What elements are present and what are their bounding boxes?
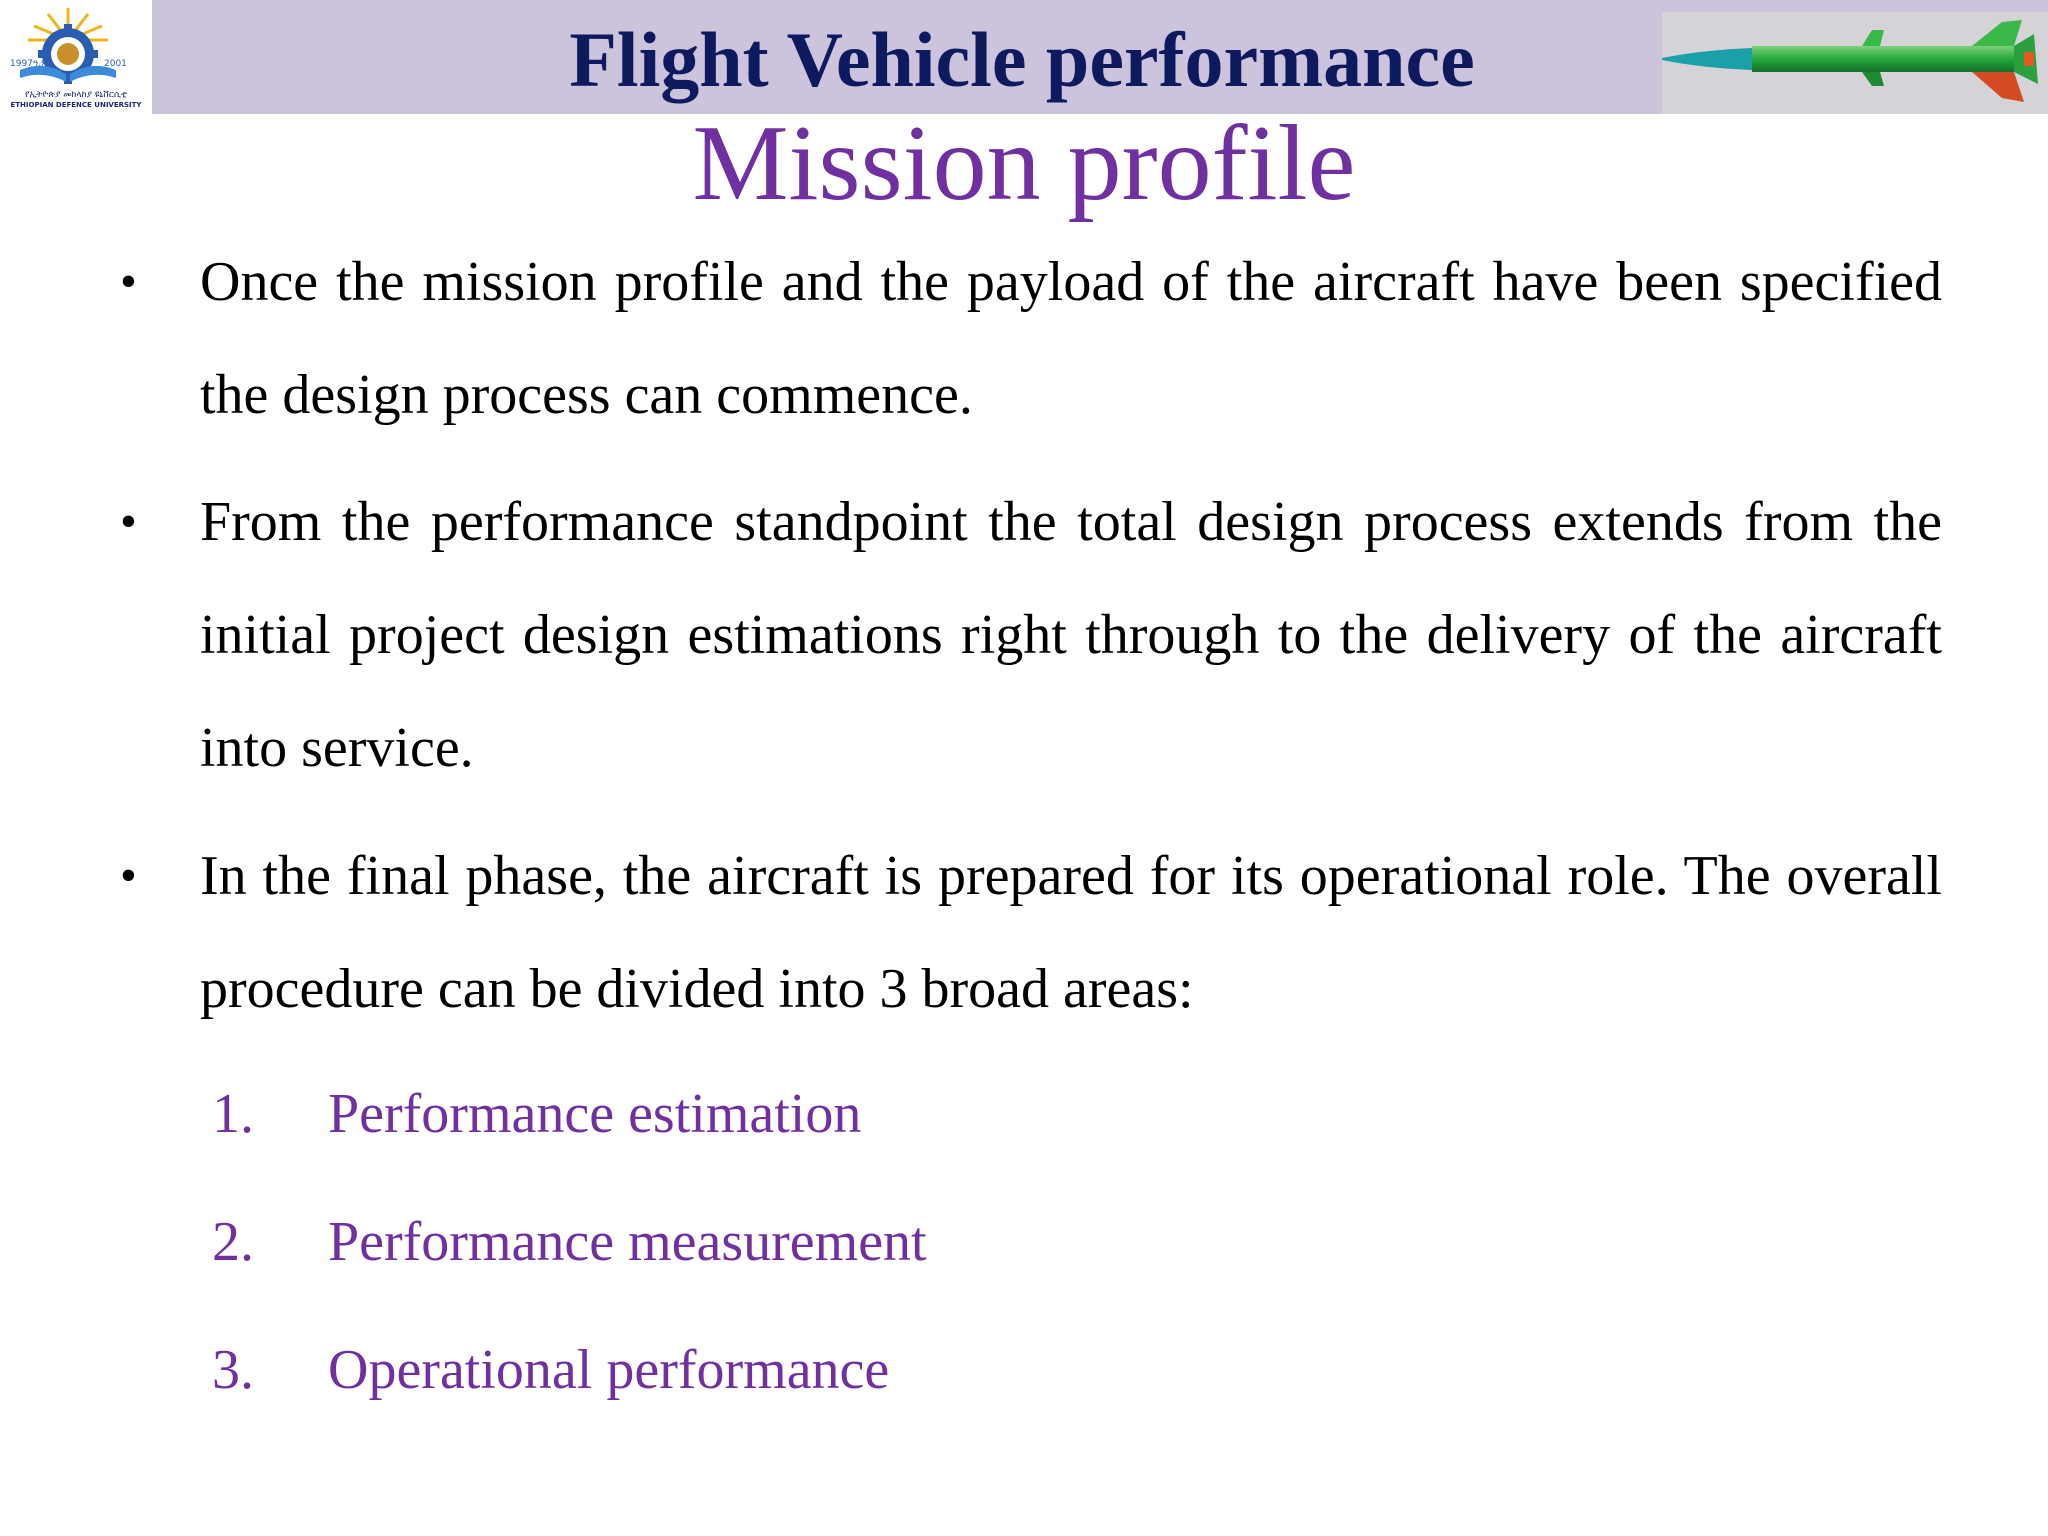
university-logo [0, 0, 152, 114]
list-number: 3. [212, 1339, 254, 1401]
bullet-marker: • [120, 849, 137, 902]
svg-text:2001: 2001 [104, 59, 127, 69]
list-item: Operational performance [328, 1339, 890, 1401]
list-item: Performance measurement [328, 1211, 927, 1273]
svg-text:1997ዓ.ም: 1997ዓ.ም [10, 59, 50, 69]
header-title: Flight Vehicle performance [569, 16, 1475, 103]
bullet-paragraph: In the final phase, the aircraft is prepared for its operational role. The overall procedure can be divided into 3 broad areas: [200, 845, 1942, 1020]
bullet-paragraph: From the performance standpoint the total design process extends from the initial project design estimations right through to the delivery of the aircraft into service. [200, 491, 1942, 779]
logo-emblem-icon [0, 0, 152, 114]
list-number: 2. [212, 1211, 254, 1273]
bullet-marker: • [120, 495, 137, 548]
bullet-paragraph: Once the mission profile and the payload of the aircraft have been specified the design process can commence. [200, 251, 1942, 426]
svg-text:የኢትዮጵያ መከላከያ ዩኒቨርሲቲ: የኢትዮጵያ መከላከያ ዩኒቨርሲቲ [25, 90, 127, 100]
svg-text:ETHIOPIAN DEFENCE UNIVERSITY: ETHIOPIAN DEFENCE UNIVERSITY [10, 101, 142, 109]
slide-title: Mission profile [692, 104, 1356, 223]
bullet-marker: • [120, 255, 137, 308]
list-number: 1. [212, 1083, 254, 1145]
list-item: Performance estimation [328, 1083, 862, 1145]
